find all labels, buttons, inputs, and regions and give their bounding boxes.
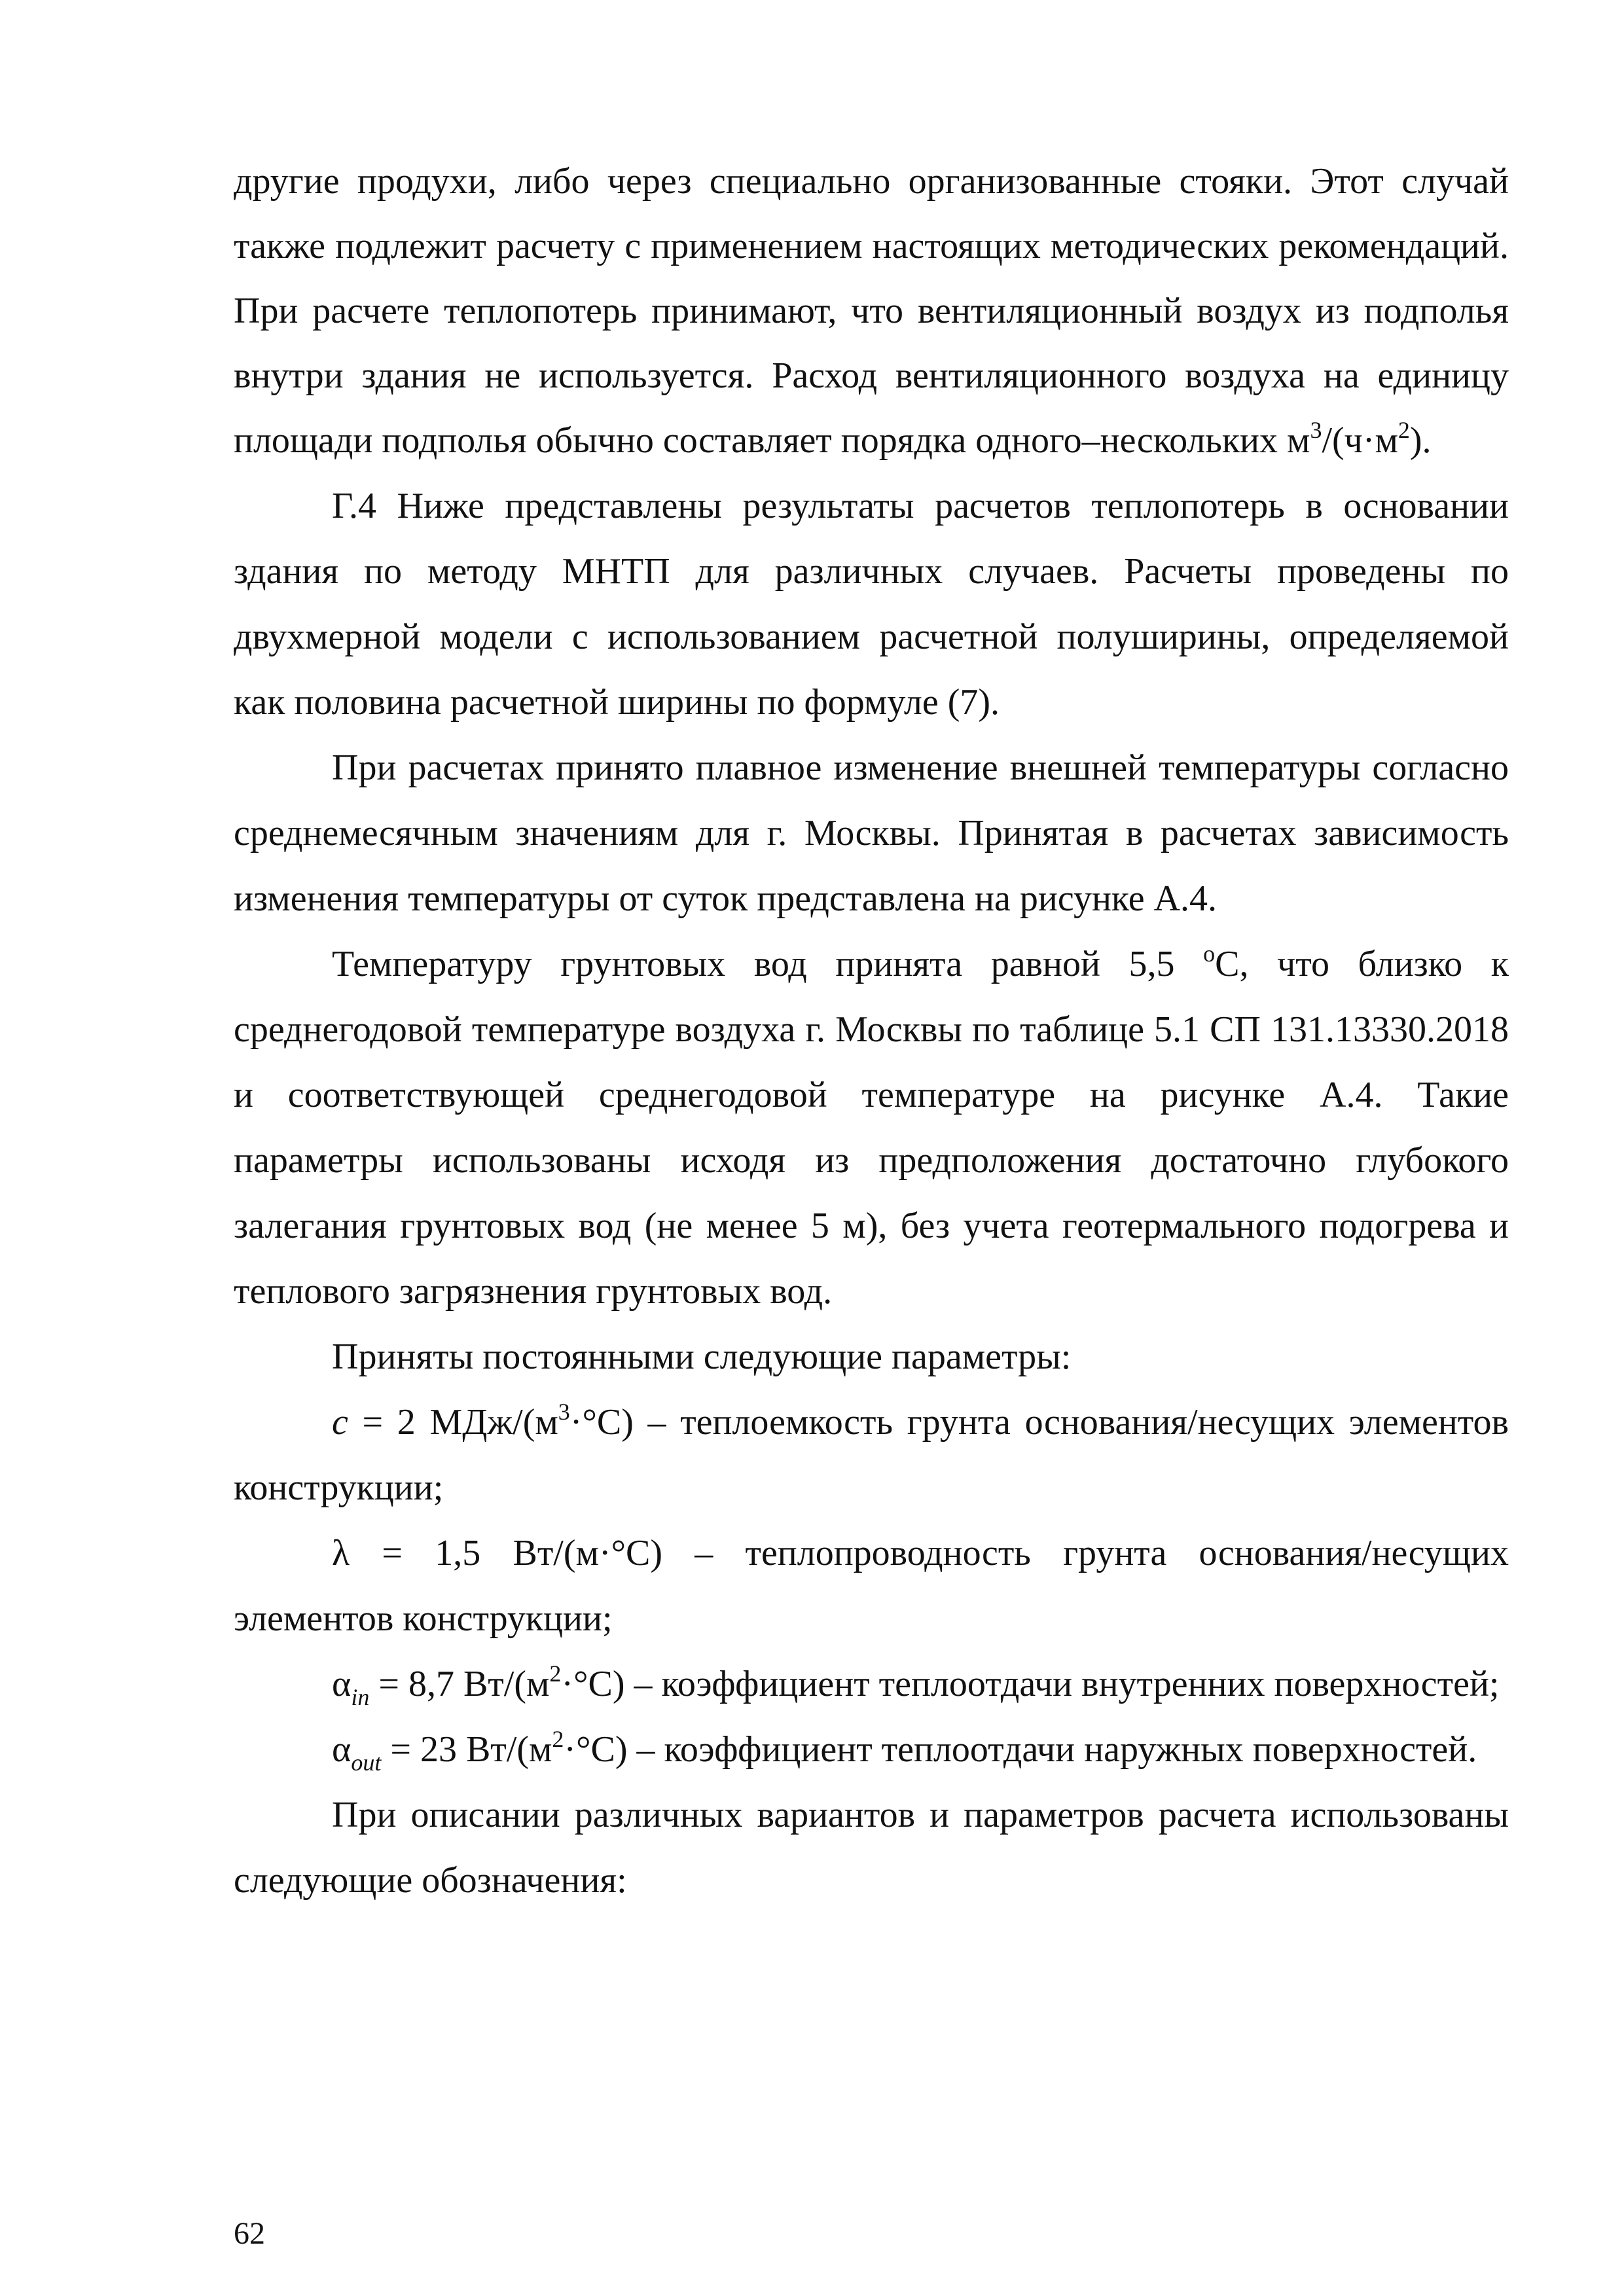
paragraph-constant-params: Приняты постоянными следующие параметры: [332,1336,1072,1377]
symbol-c: c [332,1402,348,1443]
superscript-2: 2 [1398,417,1410,443]
paragraph-groundwater-text-b: С, что близко к среднегодовой температуре воздуха г. Москвы по таблице 5.1 СП 131.13330.2018 и соответствующей среднегодовой температуре на рисунке А.4. Такие параметры использованы исходя из предположения достаточно глубокого залегания грунтовых вод (не менее 5 м), без учета геотермального подогрева и теплового загрязнения грунтовых вод. [234,944,1509,1312]
superscript-3: 3 [1310,417,1322,443]
paragraph-notation: При описании различных вариантов и параметров расчета использованы следующие обозначения: [234,1795,1509,1901]
param-heat-capacity [234,1390,1509,1520]
degree-superscript: o [1203,941,1216,967]
param-heat-capacity-text-a: = 2 МДж/(м [348,1402,558,1443]
unit-close: ). [1409,420,1432,461]
superscript-2: 2 [552,1726,564,1752]
paragraph-ventilation-text: другие продухи, либо через специально организованные стояки. Этот случай также подлежит расчету с применением настоящих методических рекомендаций. При расчете теплопотерь принимают, что вентиляционный воздух из подполья внутри здания не используется. Расход вентиляционного воздуха на единицу площади подполья обычно составляет порядка одного–нескольких м [234,161,1509,461]
body-text [234,149,1509,1913]
param-alpha-in-text-b: ·°С) – коэффициент теплоотдачи внутренних поверхностей; [561,1664,1500,1704]
page-number: 62 [234,2216,265,2251]
symbol-lambda: λ [332,1533,350,1573]
symbol-alpha: α [332,1664,352,1704]
symbol-alpha: α [332,1729,352,1770]
superscript-2: 2 [549,1660,562,1687]
param-alpha-out-text-a: = 23 Вт/(м [381,1729,552,1770]
param-conductivity-text: = 1,5 Вт/(м·°С) – теплопроводность грунта основания/несущих элементов конструкции; [234,1533,1509,1639]
param-alpha-in-text-a: = 8,7 Вт/(м [369,1664,550,1704]
param-alpha-out [234,1717,1509,1782]
param-alpha-out-text-b: ·°С) – коэффициент теплоотдачи наружных поверхностей. [564,1729,1477,1770]
subscript-out: out [351,1749,382,1776]
paragraph-groundwater-text-a: Температуру грунтовых вод принята равной 5,5 [332,944,1204,984]
paragraph-g4: Г.4 Ниже представлены результаты расчетов теплопотерь в основании здания по методу МНТП для различных случаев. Расчеты проведены по двухмерной модели с использованием расчетной полуширины, определяемой как половина расчетной ширины по формуле (7). [234,486,1509,723]
paragraph-temperature-change: При расчетах принято плавное изменение внешней температуры согласно среднемесячным значениям для г. Москвы. Принятая в расчетах зависимость изменения температуры от суток представлена на рисунке А.4. [234,747,1509,919]
subscript-in: in [351,1684,370,1710]
param-heat-capacity-text-b: ·°С) – теплоемкость грунта основания/несущих элементов конструкции; [234,1402,1509,1508]
superscript-3: 3 [558,1399,570,1425]
param-alpha-in [234,1651,1509,1717]
paragraph-groundwater [234,931,1509,1324]
paragraph-ventilation [234,149,1509,473]
unit-text: /(ч·м [1322,420,1398,461]
param-conductivity [234,1520,1509,1651]
